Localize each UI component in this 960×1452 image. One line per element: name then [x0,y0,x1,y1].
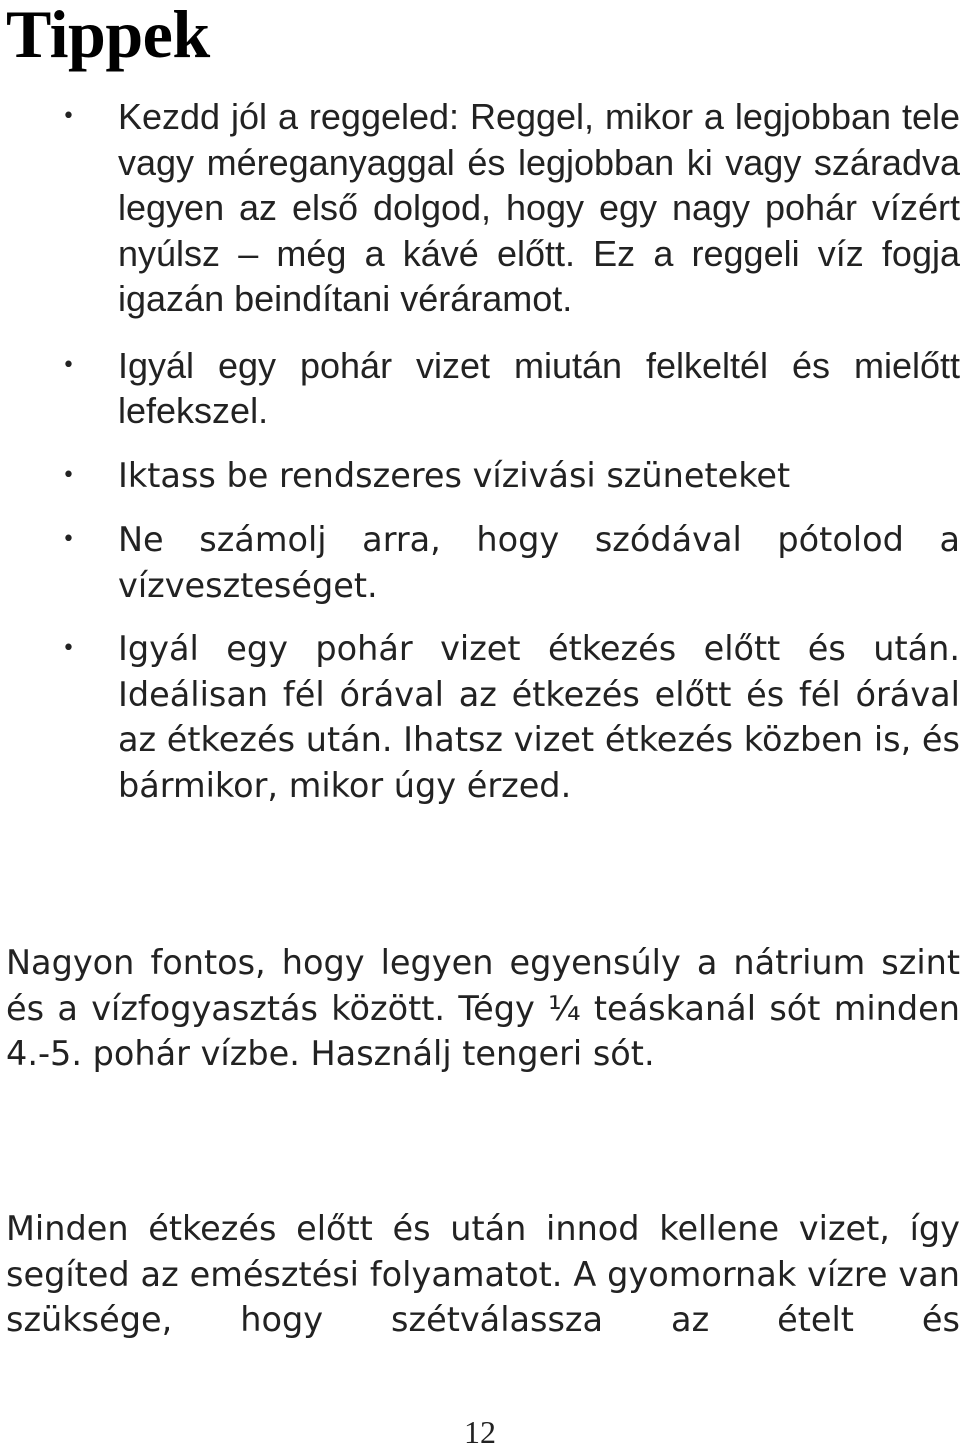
meals-paragraph: Minden étkezés előtt és után innod kellene vizet, így segíted az emésztési folyamatot. A gyomornak vízre van szüksége, hogy szétválassza az ételt és [6,1209,960,1339]
list-item [0,626,960,808]
page-number: 12 [464,1414,496,1450]
bullet-icon: • [62,352,75,378]
bullet-icon: • [62,104,75,129]
bullet-icon: • [62,527,75,552]
tip-text: Iktass be rendszeres vízivási szüneteket [118,455,791,495]
tip-text: Kezdd jól a reggeled: Reggel, mikor a legjobban tele vagy méreganyaggal és legjobban ki vagy száradva legyen az első dolgod, hogy egy nagy pohár vízért nyúlsz – még a kávé előtt. Ez a reggeli víz fogja igazán beindítani véráramot. [118,96,960,319]
sodium-paragraph: Nagyon fontos, hogy legyen egyensúly a nátrium szint és a vízfogyasztás között. Tégy ¼ teáskanál sót minden 4.-5. pohár vízbe. Használj tengeri sót. [6,943,960,1073]
tip-text: Igyál egy pohár vizet étkezés előtt és után. Ideálisan fél órával az étkezés előtt és fél órával az étkezés után. Ihatsz vizet étkezés közben is, és bármikor, mikor úgy érzed. [118,629,960,805]
list-item [0,343,960,434]
tip-text: Ne számolj arra, hogy szódával pótolod a vízveszteséget. [118,520,960,605]
list-item [0,453,960,499]
tips-list [0,94,960,808]
list-item [0,94,960,322]
list-item [0,517,960,608]
bullet-icon: • [62,462,75,488]
bullet-icon: • [62,636,75,661]
tip-text: Igyál egy pohár vizet miután felkeltél és mielőtt lefekszel. [118,344,960,431]
page-title: Tippek [6,0,210,72]
